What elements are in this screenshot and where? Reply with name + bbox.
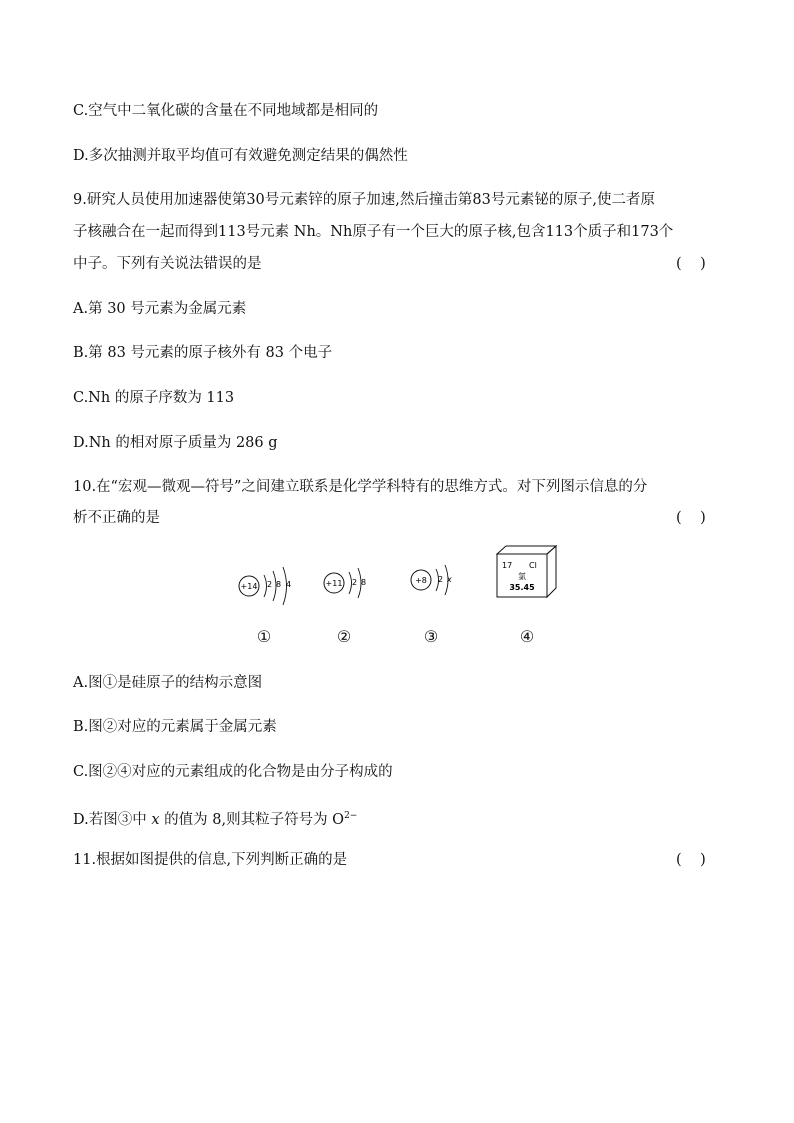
shell-electrons: 8 <box>361 578 367 587</box>
cube-top <box>497 546 556 554</box>
atomic-mass: 35.45 <box>509 583 535 592</box>
atom-diagram-2 <box>324 568 366 598</box>
nucleus-charge: +14 <box>240 582 258 591</box>
answer-paren-10: ( ) <box>676 510 706 526</box>
nucleus-charge: +8 <box>415 576 427 585</box>
atom-structure-figure <box>230 540 570 620</box>
answer-paren-9: ( ) <box>676 256 706 272</box>
figure-label-1: ① <box>256 627 272 646</box>
option-10d-text-2: 的值为 8,则其粒子符号为 O <box>159 812 345 828</box>
option-10d-text: D.若图③中 <box>73 812 152 828</box>
question-11-line1: 11.根据如图提供的信息,下列判断正确的是 <box>73 852 348 868</box>
shell-electrons: 2 <box>352 578 358 587</box>
shell-electrons: x <box>447 575 452 584</box>
nucleus-charge: +11 <box>325 579 343 588</box>
option-9a: A.第 30 号元素为金属元素 <box>73 301 247 317</box>
figure-label-2: ② <box>336 627 352 646</box>
shell-electrons: 4 <box>286 580 292 589</box>
option-10b: B.图②对应的元素属于金属元素 <box>73 719 277 735</box>
cube-side <box>547 546 556 597</box>
question-9-line1: 9.研究人员使用加速器使第30号元素锌的原子加速,然后撞击第83号元素铋的原子,使二者原 <box>73 192 655 208</box>
shell-electrons: 2 <box>267 580 273 589</box>
option-9c: C.Nh 的原子序数为 113 <box>73 390 235 406</box>
variable-x: x <box>151 812 160 828</box>
option-8c: C.空气中二氧化碳的含量在不同地域都是相同的 <box>73 103 379 119</box>
ion-charge: 2− <box>344 811 358 821</box>
element-name: 氯 <box>518 572 526 581</box>
option-8d: D.多次抽测并取平均值可有效避免测定结果的偶然性 <box>73 148 408 164</box>
atomic-number: 17 <box>502 561 513 570</box>
question-10-line1: 10.在“宏观—微观—符号”之间建立联系是化学学科特有的思维方式。对下列图示信息的分 <box>73 479 648 495</box>
option-10c: C.图②④对应的元素组成的化合物是由分子构成的 <box>73 764 393 780</box>
question-9-line2: 子核融合在一起而得到113号元素 Nh。Nh原子有一个巨大的原子核,包含113个质子和173个 <box>73 224 674 240</box>
option-9b: B.第 83 号元素的原子核外有 83 个电子 <box>73 345 333 361</box>
question-10-line2: 析不正确的是 <box>73 510 160 526</box>
option-9d: D.Nh 的相对原子质量为 286 g <box>73 435 278 451</box>
option-10a: A.图①是硅原子的结构示意图 <box>73 675 263 691</box>
figure-label-3: ③ <box>423 627 439 646</box>
atom-diagram-1 <box>239 567 291 605</box>
answer-paren-11: ( ) <box>676 852 706 868</box>
option-10d <box>73 806 357 830</box>
element-symbol: Cl <box>529 561 537 570</box>
figure-label-4: ④ <box>519 627 535 646</box>
atom-diagram-3 <box>411 565 452 595</box>
question-9-line3: 中子。下列有关说法错误的是 <box>73 256 262 272</box>
element-cell-chlorine <box>497 546 556 597</box>
shell-electrons: 2 <box>438 575 444 584</box>
shell-electrons: 8 <box>276 580 282 589</box>
